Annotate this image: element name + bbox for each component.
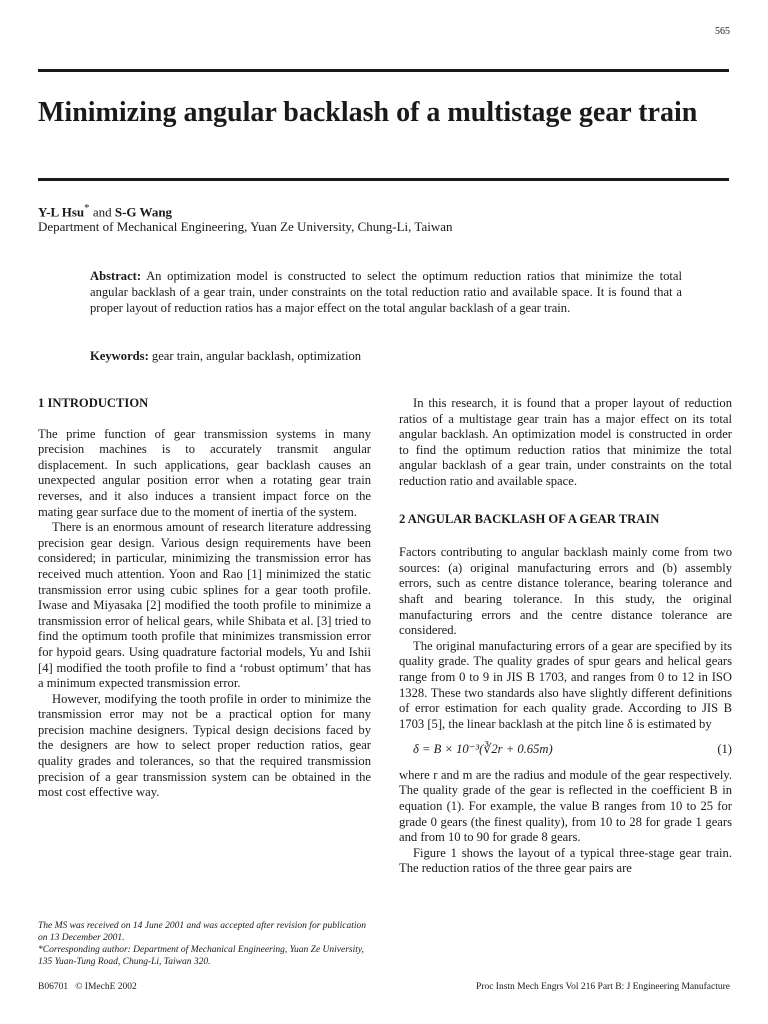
authors bbox=[38, 202, 172, 220]
author-2: S-G Wang bbox=[114, 204, 173, 220]
keywords-text: gear train, angular backlash, optimization bbox=[151, 349, 362, 363]
right-column bbox=[399, 396, 732, 877]
paper-title: Minimizing angular backlash of a multistage gear train bbox=[38, 97, 698, 128]
backlash-paragraph-4: Figure 1 shows the layout of a typical three-stage gear train. The reduction ratios of the three gear pairs are bbox=[399, 845, 732, 876]
keywords-label: Keywords: bbox=[90, 349, 149, 363]
authors-and: and bbox=[89, 204, 115, 220]
author-1: Y-L Hsu bbox=[38, 204, 85, 220]
copyright: © IMechE 2002 bbox=[75, 982, 137, 992]
article-code: B06701 bbox=[38, 982, 69, 992]
intro-paragraph-3: However, modifying the tooth profile in order to minimize the transmission error may not be a practical option for many precision machine designers. Typical design decisions faced by the designers are how to select proper reduction ratios, gear quality grades and tolerances, so that the required transmission precision of a gear transmission system can be obtained in the most cost effective way. bbox=[38, 691, 371, 800]
intro-paragraph-2: There is an enormous amount of research literature addressing precision gear design. Various design requirements have been considered; in particular, minimizing the transmission error has received much attention. Yoon and Rao [1] minimized the static transmission error using cubic splines for a gear tooth profile. Iwase and Miyasaka [2] modified the tooth profile to minimize a transmission error of helical gears, while Shibata et al. [3] tried to find the optimum tooth profile that minimizes transmission error for hypoid gears. Using quadrature factorial models, Yu and Ishii [4] modified the tooth profile to find a ‘robust optimum’ that has a minimum expected transmission error. bbox=[38, 520, 371, 691]
equation-1 bbox=[413, 742, 732, 758]
received-footnote: The MS was received on 14 June 2001 and was accepted after revision for publication on 13 December 2001. bbox=[38, 921, 367, 943]
title-rule bbox=[38, 178, 729, 181]
top-rule bbox=[38, 69, 729, 72]
backlash-paragraph-3: where r and m are the radius and module of the gear respectively. The quality grade of the gear is reflected in the coefficient B in equation (1). For example, the value B ranges from 10 to 25 for grade 0 gears (the finest quality), from 10 to 28 for grade 1 gears and from 10 to 90 for grade 8 gears. bbox=[399, 767, 732, 845]
backlash-paragraph-1: Factors contributing to angular backlash mainly come from two sources: (a) original manufacturing errors and (b) assembly errors, such as centre distance tolerance, bearing tolerance and shaft and bearing tolerance. In this study, the original manufacturing errors and the centre distance tolerance are considered. bbox=[399, 545, 732, 638]
keywords bbox=[90, 349, 361, 364]
footnotes bbox=[38, 920, 371, 968]
backlash-paragraph-2: The original manufacturing errors of a gear are specified by its quality grade. The quality grades of spur gears and helical gears range from 0 to 9 in JIS B 1703, and ranges from 0 to 12 in ISO 1328. These two standards also have slightly different definitions of error estimation for each quality grade. According to JIS B 1703 [5], the linear backlash at the pitch line δ is estimated by bbox=[399, 638, 732, 731]
section-1-heading: 1 INTRODUCTION bbox=[38, 396, 149, 410]
corresponding-footnote: *Corresponding author: Department of Mechanical Engineering, Yuan Ze University, 135 Yuan-Tung Road, Chung-Li, Taiwan 320. bbox=[38, 945, 364, 967]
corresponding-mark: * bbox=[84, 202, 90, 214]
abstract-label: Abstract: bbox=[90, 269, 142, 283]
intro-paragraph-1: The prime function of gear transmission systems in many precision machines is to accurately transmit angular displacement. In such applications, gear backlash causes an unexpected angular position error when a rotating gear train reverses, and it also induces a transient impact force on the mating gear surface due to the moment of inertia of the system. bbox=[38, 426, 371, 519]
abstract-text: An optimization model is constructed to select the optimum reduction ratios that minimize the total angular backlash of a gear train, under constraints on the total reduction ratio and available space. It is found that a proper layout of reduction ratios has a major effect on the total angular backlash of a gear train. bbox=[90, 269, 682, 315]
research-paragraph: In this research, it is found that a proper layout of reduction ratios of a multistage gear train has a major effect on its total angular backlash. An optimization model is constructed in order to find the optimum reduction ratios that minimize the total angular backlash of a gear train, under constraints on the total reduction ratio and available space. bbox=[399, 396, 732, 488]
left-column bbox=[38, 396, 371, 801]
equation-1-number: (1) bbox=[717, 742, 732, 757]
journal-name: Proc Instn Mech Engrs Vol 216 Part B: J Engineering Manufacture bbox=[476, 982, 730, 992]
page-number: 565 bbox=[715, 26, 730, 37]
equation-1-text: δ = B × 10⁻³(∛2r + 0.65m) bbox=[413, 742, 553, 757]
section-2-heading: 2 ANGULAR BACKLASH OF A GEAR TRAIN bbox=[399, 511, 660, 526]
footer-left bbox=[38, 982, 137, 992]
affiliation: Department of Mechanical Engineering, Yuan Ze University, Chung-Li, Taiwan bbox=[38, 219, 453, 234]
abstract bbox=[90, 268, 682, 316]
